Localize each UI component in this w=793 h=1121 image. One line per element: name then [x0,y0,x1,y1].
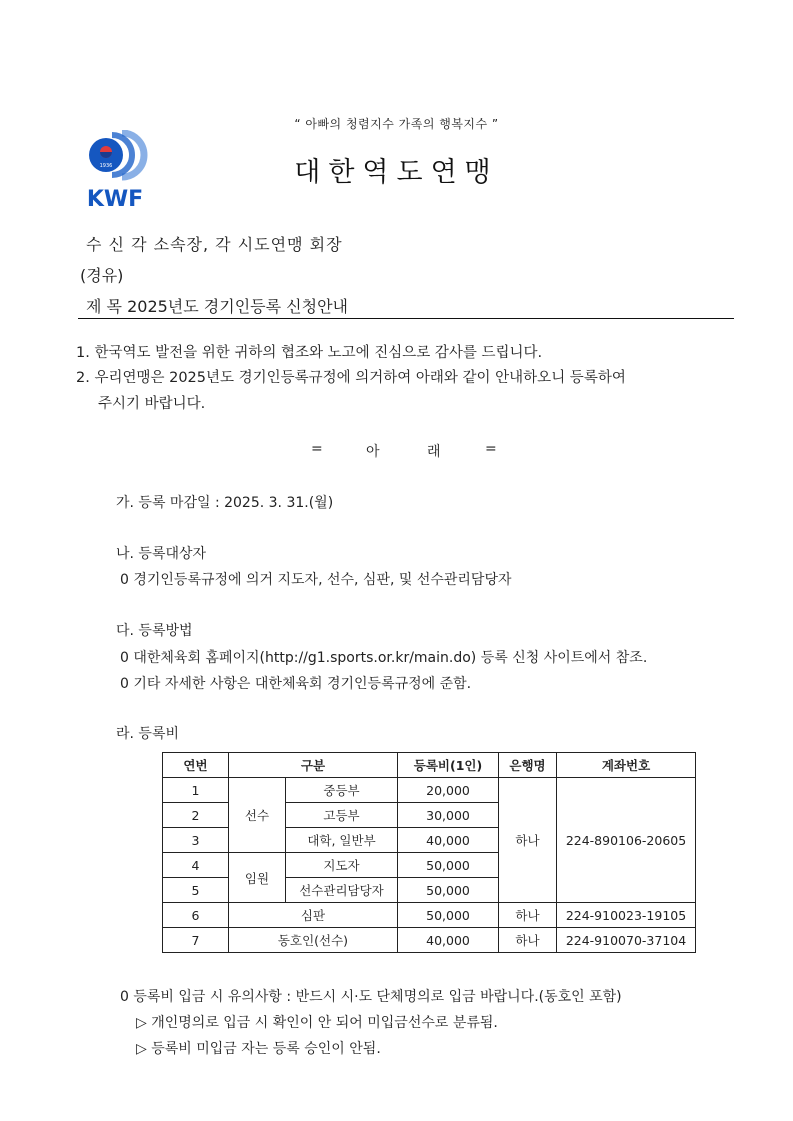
merged-bank: 하나 [499,778,557,903]
slogan: “ 아빠의 청렴지수 가족의 행복지수 ” [294,117,499,131]
row-fee: 40,000 [398,928,499,953]
notice-eq-left: = [311,441,323,457]
payment-note-sub-2: ▷ 등록비 미입금 자는 등록 승인이 안됨. [136,1041,381,1057]
section-target-item: 0 경기인등록규정에 의거 지도자, 선수, 심판, 및 선수관리담당자 [120,572,512,588]
row-category: 지도자 [286,853,398,878]
row-bank: 하나 [499,903,557,928]
header-category: 구분 [229,753,398,778]
paragraph-2-line-1: 2. 우리연맹은 2025년도 경기인등록규정에 의거하여 아래와 같이 안내하오니 등록하여 [76,370,626,386]
row-fee: 50,000 [398,853,499,878]
row-category: 심판 [229,903,398,928]
row-no: 2 [163,803,229,828]
header-account: 계좌번호 [557,753,696,778]
paragraph-2-line-2: 주시기 바랍니다. [98,396,206,412]
table-row [163,903,696,928]
table-row [163,928,696,953]
fee-table [162,752,696,953]
notice-eq-right: = [485,441,497,457]
row-no: 1 [163,778,229,803]
group-staff: 임원 [229,853,286,903]
row-fee: 30,000 [398,803,499,828]
row-account: 224-910023-19105 [557,903,696,928]
header-fee: 등록비(1인) [398,753,499,778]
row-fee: 50,000 [398,903,499,928]
recipient: 수 신 각 소속장, 각 시도연맹 회장 [86,235,343,254]
row-category: 동호인(선수) [229,928,398,953]
row-category: 고등부 [286,803,398,828]
section-target-title: 나. 등록대상자 [116,546,207,562]
table-header-row [163,753,696,778]
subject: 제 목 2025년도 경기인등록 신청안내 [86,297,348,316]
section-method-item-1: 0 대한체육회 홈페이지(http://g1.sports.or.kr/main.do) 등록 신청 사이트에서 참조. [120,650,648,666]
paragraph-1: 1. 한국역도 발전을 위한 귀하의 협조와 노고에 진심으로 감사를 드립니다. [76,345,543,361]
via: (경유) [80,266,124,285]
section-deadline: 가. 등록 마감일 : 2025. 3. 31.(월) [116,495,334,511]
row-no: 3 [163,828,229,853]
payment-note: 0 등록비 입금 시 유의사항 : 반드시 시·도 단체명의로 입금 바랍니다.(동호인 포함) [120,989,622,1005]
row-no: 7 [163,928,229,953]
notice-a: 아 [366,444,380,460]
section-method-title: 다. 등록방법 [116,623,193,639]
row-category: 대학, 일반부 [286,828,398,853]
row-fee: 40,000 [398,828,499,853]
row-category: 선수관리담당자 [286,878,398,903]
logo-year: 1936 [99,163,113,169]
row-no: 5 [163,878,229,903]
row-fee: 20,000 [398,778,499,803]
organization-name: 대한역도연맹 [294,157,499,188]
notice-rae: 래 [427,444,441,460]
row-no: 4 [163,853,229,878]
row-category: 중등부 [286,778,398,803]
row-fee: 50,000 [398,878,499,903]
group-athlete: 선수 [229,778,286,853]
header-divider [78,318,734,319]
payment-note-sub-1: ▷ 개인명의로 입금 시 확인이 안 되어 미입금선수로 분류됨. [136,1015,498,1031]
section-method-item-2: 0 기타 자세한 사항은 대한체육회 경기인등록규정에 준함. [120,676,472,692]
logo-text: KWF [86,187,144,210]
row-bank: 하나 [499,928,557,953]
header-no: 연번 [163,753,229,778]
section-fee-title: 라. 등록비 [116,726,179,742]
row-no: 6 [163,903,229,928]
table-row [163,778,696,803]
header-bank: 은행명 [499,753,557,778]
row-account: 224-910070-37104 [557,928,696,953]
merged-account: 224-890106-20605 [557,778,696,903]
